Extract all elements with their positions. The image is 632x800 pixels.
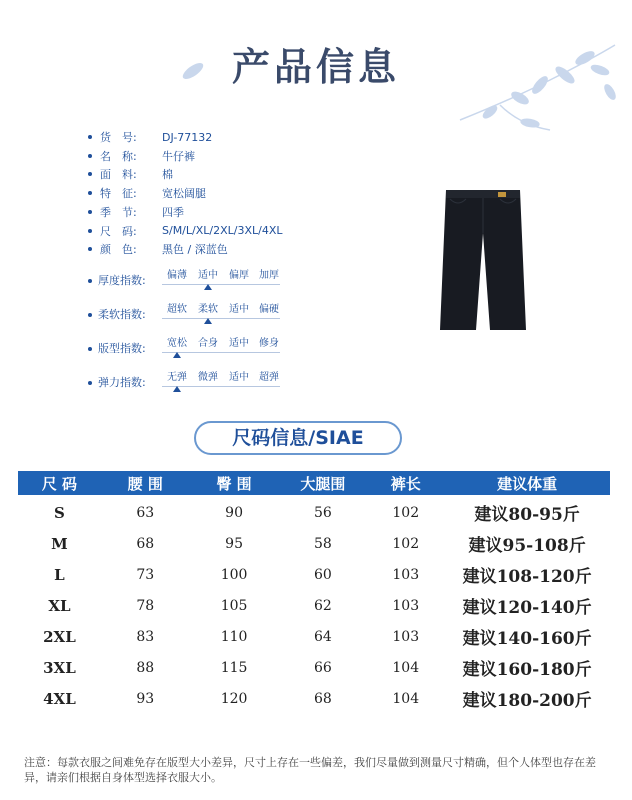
note-text: 注意：每款衣服之间难免存在版型大小差异，尺寸上存在一些偏差，我们尽量做到测量尺寸精确，但个人体型也存在差异，请亲们根据自身体型选择衣服大小。: [24, 756, 596, 784]
info-value: DJ-77132: [162, 130, 213, 144]
scale-label: 弹力指数:: [98, 376, 146, 389]
page-title: 产品信息: [231, 45, 400, 89]
info-row: [88, 128, 212, 146]
scale-option: 无弹: [167, 372, 187, 383]
table-cell: XL: [48, 596, 71, 615]
table-cell: 66: [313, 659, 332, 676]
info-row: [88, 240, 228, 258]
scale-option: 偏厚: [229, 270, 249, 281]
table-cell: 103: [392, 566, 420, 583]
table-cell: 63: [136, 504, 155, 521]
table-cell: 建议160-180斤: [462, 660, 592, 680]
size-table: [18, 471, 610, 714]
table-row: [18, 590, 610, 621]
table-cell: 62: [313, 597, 332, 614]
index-scale: [88, 306, 318, 336]
bullet-icon: [88, 154, 92, 158]
table-cell: 88: [136, 659, 155, 676]
size-section-title: 尺码信息/SIAE: [194, 421, 402, 455]
table-header-cell: 大腿围: [278, 471, 367, 495]
info-row: [88, 165, 173, 183]
info-label: 特 征:: [100, 187, 137, 201]
bullet-icon: [88, 210, 92, 214]
table-cell: 3XL: [43, 658, 76, 677]
info-value: 黑色 / 深蓝色: [162, 243, 228, 257]
scale-label: 厚度指数:: [98, 274, 146, 287]
table-cell: M: [51, 534, 68, 553]
info-value: 牛仔裤: [162, 149, 195, 163]
bullet-icon: [88, 313, 92, 317]
table-cell: 105: [220, 597, 248, 614]
table-cell: 68: [136, 535, 155, 552]
info-label: 货 号:: [100, 131, 137, 144]
table-cell: 建议180-200斤: [462, 691, 592, 711]
bullet-icon: [88, 247, 92, 251]
scale-option: 适中: [229, 338, 249, 349]
index-scale: [88, 374, 318, 404]
bullet-icon: [88, 172, 92, 176]
table-cell: 建议120-140斤: [462, 598, 592, 618]
table-row: [18, 652, 610, 683]
table-cell: 103: [392, 628, 420, 645]
table-cell: 建议108-120斤: [462, 567, 592, 587]
info-label: 尺 码:: [100, 224, 137, 238]
table-header-cell: 尺 码: [18, 471, 101, 495]
scale-label: 版型指数:: [98, 342, 146, 355]
table-cell: 4XL: [43, 689, 76, 708]
info-value: 宽松阔腿: [162, 187, 206, 201]
bullet-icon: [88, 191, 92, 195]
table-cell: 103: [392, 597, 420, 614]
scale-line: [162, 318, 280, 319]
info-value: S/M/L/XL/2XL/3XL/4XL: [162, 224, 283, 237]
table-header-cell: 腰 围: [101, 471, 190, 495]
scale-label: 柔软指数:: [98, 308, 146, 321]
table-cell: 93: [136, 690, 155, 707]
table-header-cell: 臀 围: [190, 471, 279, 495]
scale-line: [162, 284, 280, 285]
scale-option: 超软: [167, 304, 187, 315]
bullet-icon: [88, 135, 92, 139]
jeans-image: [438, 185, 528, 335]
table-cell: 58: [313, 535, 332, 552]
table-cell: 建议80-95斤: [474, 505, 580, 525]
info-value: 四季: [162, 205, 184, 219]
scale-marker-icon: [204, 284, 212, 290]
table-cell: 110: [220, 628, 248, 645]
scale-option: 加厚: [259, 270, 279, 281]
bullet-icon: [88, 229, 92, 233]
table-cell: 95: [225, 535, 243, 552]
table-cell: 115: [220, 659, 248, 676]
table-header-cell: 建议体重: [444, 471, 610, 495]
bullet-icon: [88, 279, 92, 283]
scale-option: 宽松: [167, 338, 187, 349]
table-cell: 56: [313, 504, 332, 521]
scale-option: 适中: [198, 270, 218, 281]
scale-option: 微弹: [198, 372, 218, 383]
info-label: 面 料:: [100, 168, 137, 182]
info-row: [88, 184, 206, 202]
scale-option: 超弹: [259, 372, 279, 383]
info-value: 棉: [162, 168, 173, 182]
table-cell: 73: [136, 566, 155, 583]
table-cell: S: [54, 503, 65, 522]
table-cell: 2XL: [43, 627, 76, 646]
scale-marker-icon: [173, 352, 181, 358]
scale-option: 柔软: [198, 304, 218, 315]
table-cell: 120: [220, 690, 248, 707]
table-header-cell: 裤长: [367, 471, 444, 495]
index-scale: [88, 340, 318, 370]
scale-option: 适中: [229, 304, 249, 315]
scale-option: 合身: [198, 338, 218, 349]
table-row: [18, 528, 610, 559]
table-cell: 100: [220, 566, 248, 583]
table-cell: 建议95-108斤: [468, 536, 586, 556]
index-scale: [88, 272, 318, 302]
table-cell: 78: [136, 597, 155, 614]
table-cell: 104: [392, 659, 420, 676]
info-label: 季 节:: [100, 205, 137, 219]
table-row: [18, 683, 610, 714]
scale-marker-icon: [173, 386, 181, 392]
scale-option: 偏薄: [167, 270, 187, 281]
table-header-row: [18, 471, 610, 495]
scale-marker-icon: [204, 318, 212, 324]
scale-option: 修身: [259, 338, 279, 349]
info-label: 名 称:: [100, 149, 137, 163]
table-cell: 83: [136, 628, 155, 645]
info-label: 颜 色:: [100, 243, 137, 257]
table-cell: 68: [313, 690, 332, 707]
table-cell: 104: [392, 690, 420, 707]
table-row: [18, 559, 610, 590]
table-cell: 建议140-160斤: [462, 629, 592, 649]
table-cell: 60: [313, 566, 332, 583]
table-cell: 102: [392, 535, 420, 552]
bullet-icon: [88, 381, 92, 385]
table-cell: 64: [313, 628, 332, 645]
table-cell: 90: [225, 504, 243, 521]
scale-option: 适中: [229, 372, 249, 383]
info-row: [88, 203, 184, 221]
table-row: [18, 497, 610, 528]
table-cell: 102: [392, 504, 420, 521]
bullet-icon: [88, 347, 92, 351]
table-cell: L: [54, 565, 65, 584]
info-row: [88, 222, 283, 240]
table-row: [18, 621, 610, 652]
info-row: [88, 147, 195, 165]
scale-option: 偏硬: [259, 304, 279, 315]
